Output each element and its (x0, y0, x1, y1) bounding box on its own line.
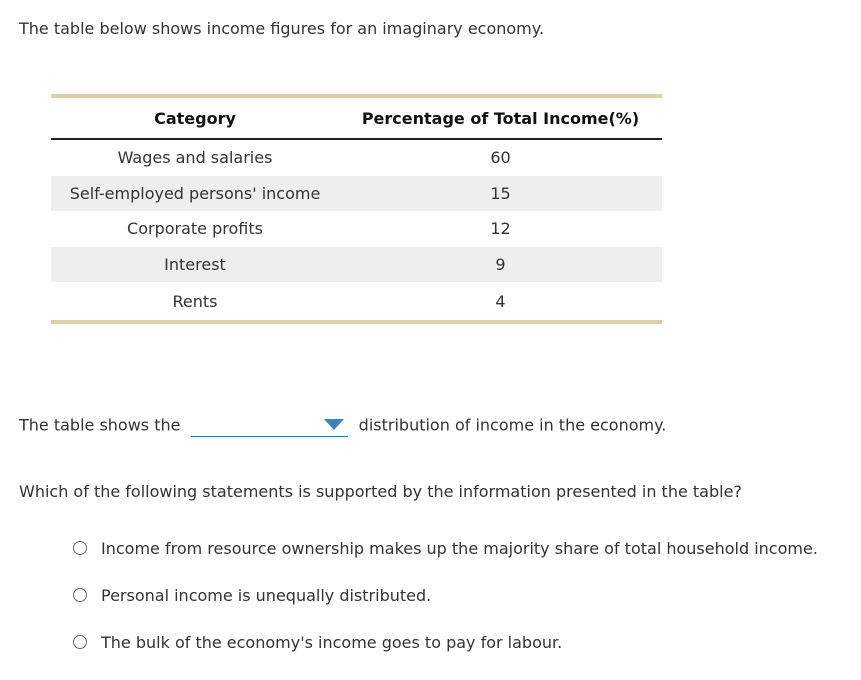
answer-option-2[interactable] (73, 582, 818, 608)
fill-in-sentence (19, 414, 666, 438)
question-text: Which of the following statements is supported by the information presented in the table? (19, 482, 742, 501)
table-row (51, 139, 662, 176)
cell-category: Rents (172, 291, 218, 311)
table-row (51, 211, 662, 247)
cell-percentage: 60 (490, 148, 511, 168)
caret-down-icon[interactable] (324, 419, 344, 430)
table-header-row (51, 98, 662, 139)
header-category: Category (51, 98, 339, 139)
cell-category: Self-employed persons' income (51, 176, 339, 212)
option-label[interactable]: Income from resource ownership makes up the majority share of total household income. (101, 538, 818, 558)
income-table (51, 98, 662, 320)
radio-unselected-icon[interactable] (73, 541, 87, 555)
header-percentage: Percentage of Total Income(%) (339, 98, 662, 139)
cell-category: Corporate profits (127, 219, 263, 239)
table-row (51, 282, 662, 320)
option-label[interactable]: The bulk of the economy's income goes to pay for labour. (101, 632, 563, 652)
radio-unselected-icon[interactable] (73, 635, 87, 649)
cell-percentage: 9 (339, 247, 662, 283)
answer-options (73, 535, 818, 676)
radio-unselected-icon[interactable] (73, 588, 87, 602)
option-label[interactable]: Personal income is unequally distributed. (101, 585, 432, 605)
cell-percentage: 15 (339, 176, 662, 212)
answer-option-1[interactable] (73, 535, 818, 561)
distribution-dropdown[interactable] (191, 414, 348, 437)
answer-option-3[interactable] (73, 629, 818, 655)
cell-percentage: 4 (495, 291, 506, 311)
table-row (51, 247, 662, 283)
sentence-before: The table shows the (19, 415, 181, 435)
table-row (51, 176, 662, 212)
table-bottom-rule (51, 320, 662, 324)
income-table-container (51, 94, 662, 324)
cell-percentage: 12 (490, 219, 511, 239)
cell-category: Wages and salaries (117, 148, 273, 168)
intro-text: The table below shows income figures for an imaginary economy. (19, 19, 545, 38)
cell-category: Interest (51, 247, 339, 283)
sentence-after: distribution of income in the economy. (358, 415, 667, 435)
